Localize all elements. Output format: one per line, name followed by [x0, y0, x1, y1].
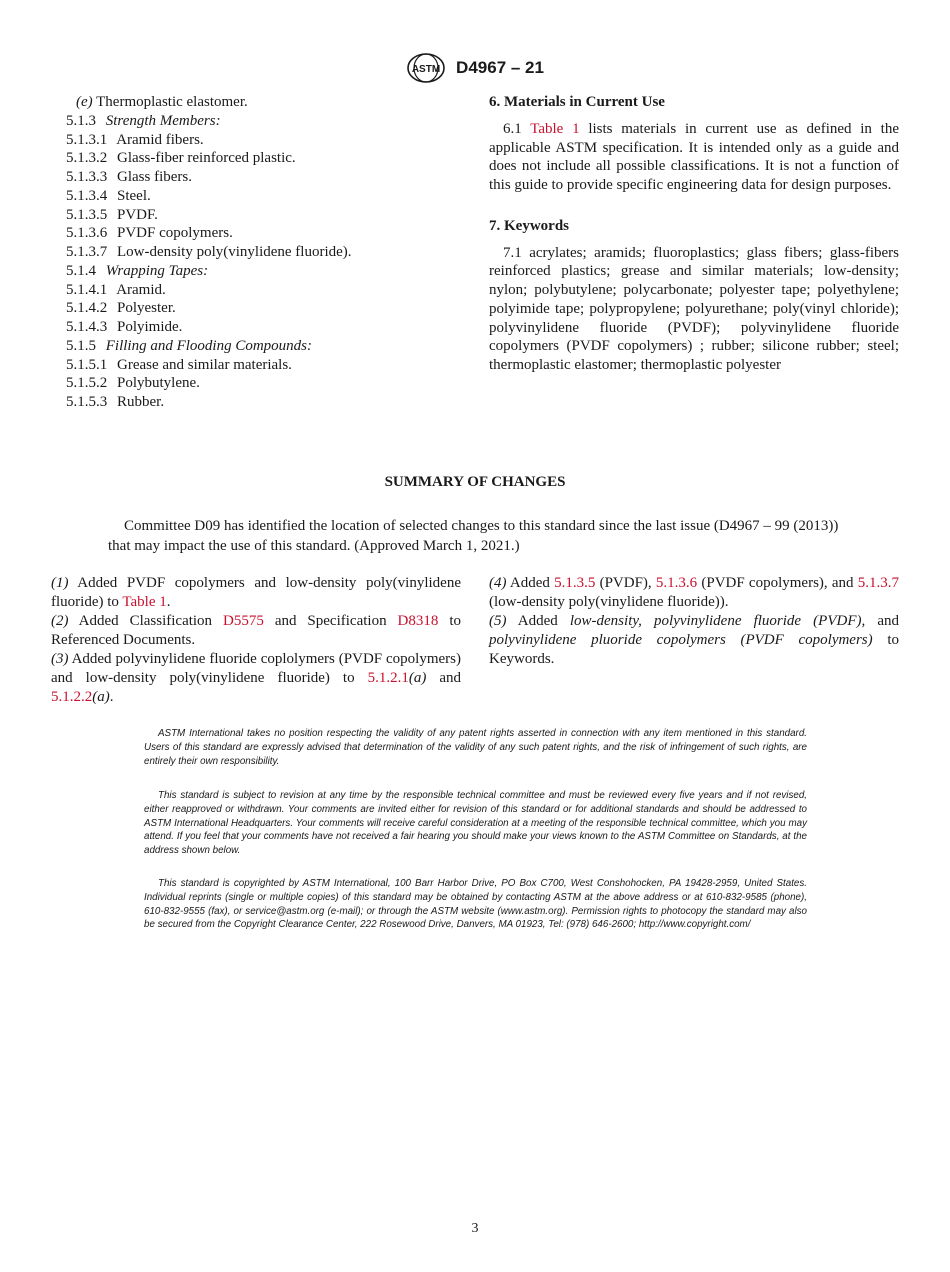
table-1-link[interactable]: Table 1 [530, 120, 580, 137]
d5575-link[interactable]: D5575 [223, 613, 264, 629]
list-item: 5.1.3.7 Low-density poly(vinylidene fluoride). [66, 244, 352, 260]
list-item: 5.1.3.6 PVDF copolymers. [66, 225, 233, 242]
standard-code: D4967 – 21 [456, 58, 544, 77]
list-item: 5.1.4.2 Polyester. [66, 300, 176, 317]
list-item: 5.1.4.3 Polyimide. [66, 319, 183, 335]
change-item: (5) Added low-density, polyvinylidene fluoride (PVDF), and polyvinylidene pluoride copolymers (PVDF copolymers) to Keywords. [489, 613, 899, 667]
list-item: 5.1.5.1 Grease and similar materials. [66, 356, 292, 373]
list-item: 5.1.3.2 Glass-fiber reinforced plastic. [66, 150, 296, 167]
summary-title: SUMMARY OF CHANGES [384, 474, 566, 490]
section-6-paragraph: 6.1 Table 1 lists materials in current use as defined in the applicable ASTM specification. It is intended only as a guide and does not include all possible classifications. It is not a function of this guide to provide specific engineering data for design purposes. [489, 120, 899, 193]
change-item: (2) Added Classification D5575 and Specification D8318 to Referenced Documents. [51, 613, 461, 648]
section-5-1-2-1-link[interactable]: 5.1.2.1 [367, 670, 409, 686]
section-6-title: 6. Materials in Current Use [489, 94, 665, 110]
section-5-1-3-6-link[interactable]: 5.1.3.6 [655, 575, 698, 591]
page-number: 3 [471, 1221, 479, 1236]
list-item: 5.1.5.2 Polybutylene. [66, 375, 200, 392]
change-item: (1) Added PVDF copolymers and low-density poly(vinylidene fluoride) to Table 1. [51, 575, 461, 610]
d8318-link[interactable]: D8318 [397, 613, 439, 629]
astm-logo-icon [406, 52, 446, 84]
section-5-1-3-7-link[interactable]: 5.1.3.7 [857, 575, 899, 591]
section-5-1-2-2-link[interactable]: 5.1.2.2 [51, 689, 93, 705]
list-item: 5.1.3 Strength Members: [66, 112, 221, 129]
list-item: 5.1.4.1 Aramid. [66, 281, 166, 298]
svg-text:ASTM: ASTM [411, 64, 441, 75]
revision-notice: This standard is subject to revision at any time by the responsible technical committee and must be reviewed every five years and if not revised, either reapproved or withdrawn. Your comments are invited either for revision of this standard or for additional standards and should be addressed to ASTM International Headquarters. Your comments will receive careful consideration at a meeting of the responsible technical committee, which you may attend. If you feel that your comments have not received a fair hearing you should make your views known to the ASTM Committee on Standards, at the address shown below. [144, 790, 807, 857]
changes-left-column [51, 574, 461, 707]
list-item: 5.1.4 Wrapping Tapes: [66, 262, 209, 279]
copyright-notice: This standard is copyrighted by ASTM International, 100 Barr Harbor Drive, PO Box C700, West Conshohocken, PA 19428-2959, United States. Individual reprints (single or multiple copies) of this standard may be obtained by contacting ASTM at the above address or at 610-832-9585 (phone), 610-832-9555 (fax), or service@astm.org (e-mail); or through the ASTM website (www.astm.org). Permission rights to photocopy the standard may also be secured from the Copyright Clearance Center, 222 Rosewood Drive, Danvers, MA 01923, Tel: (978) 646-2600; http://www.copyright.com/ [144, 878, 807, 931]
section-7-paragraph: 7.1 acrylates; aramids; fluoroplastics; glass fibers; glass-fibers reinforced plastics; grease and similar materials; low-density; nylon; polybutylene; polycarbonate; polyester tape; polyethylene; polyimide tape; polypropylene; polyurethane; poly(vinyl chloride); polyvinylidene fluoride (PVDF); polyvinylidene fluoride copolymers (PVDF copolymers) ; rubber; silicone rubber; steel; thermoplastic elastomer; thermoplastic polyester [489, 244, 899, 373]
list-item: (e) Thermoplastic elastomer. [76, 94, 248, 110]
left-column [66, 93, 466, 412]
summary-intro: Committee D09 has identified the location of selected changes to this standard since the last issue (D4967 – 99 (2013)) that may impact the use of this standard. (Approved March 1, 2021.) [108, 518, 839, 554]
page-header [0, 52, 950, 84]
section-7-title: 7. Keywords [489, 217, 569, 234]
list-item: 5.1.3.1 Aramid fibers. [66, 131, 204, 148]
right-column [489, 93, 899, 375]
list-item: 5.1.3.3 Glass fibers. [66, 169, 192, 185]
table-1-link[interactable]: Table 1 [122, 594, 167, 610]
section-5-1-3-5-link[interactable]: 5.1.3.5 [554, 575, 596, 591]
change-item: (3) Added polyvinylidene fluoride coplolymers (PVDF copolymers) and low-density poly(vinylidene fluoride) to 5.1.2.1(a) and 5.1.2.2(a). [51, 651, 461, 705]
patent-notice: ASTM International takes no position respecting the validity of any patent rights asserted in connection with any item mentioned in this standard. Users of this standard are expressly advised that determination of the validity of any such patent rights, and the risk of infringement of such rights, are entirely their own responsibility. [144, 728, 807, 767]
list-item: 5.1.5.3 Rubber. [66, 394, 165, 410]
change-item: (4) Added 5.1.3.5 (PVDF), 5.1.3.6 (PVDF copolymers), and 5.1.3.7 (low-density poly(vinylidene fluoride)). [489, 575, 899, 610]
list-item: 5.1.3.5 PVDF. [66, 206, 158, 223]
changes-right-column [489, 574, 899, 669]
list-item: 5.1.5 Filling and Flooding Compounds: [66, 337, 312, 354]
list-item: 5.1.3.4 Steel. [66, 187, 151, 204]
